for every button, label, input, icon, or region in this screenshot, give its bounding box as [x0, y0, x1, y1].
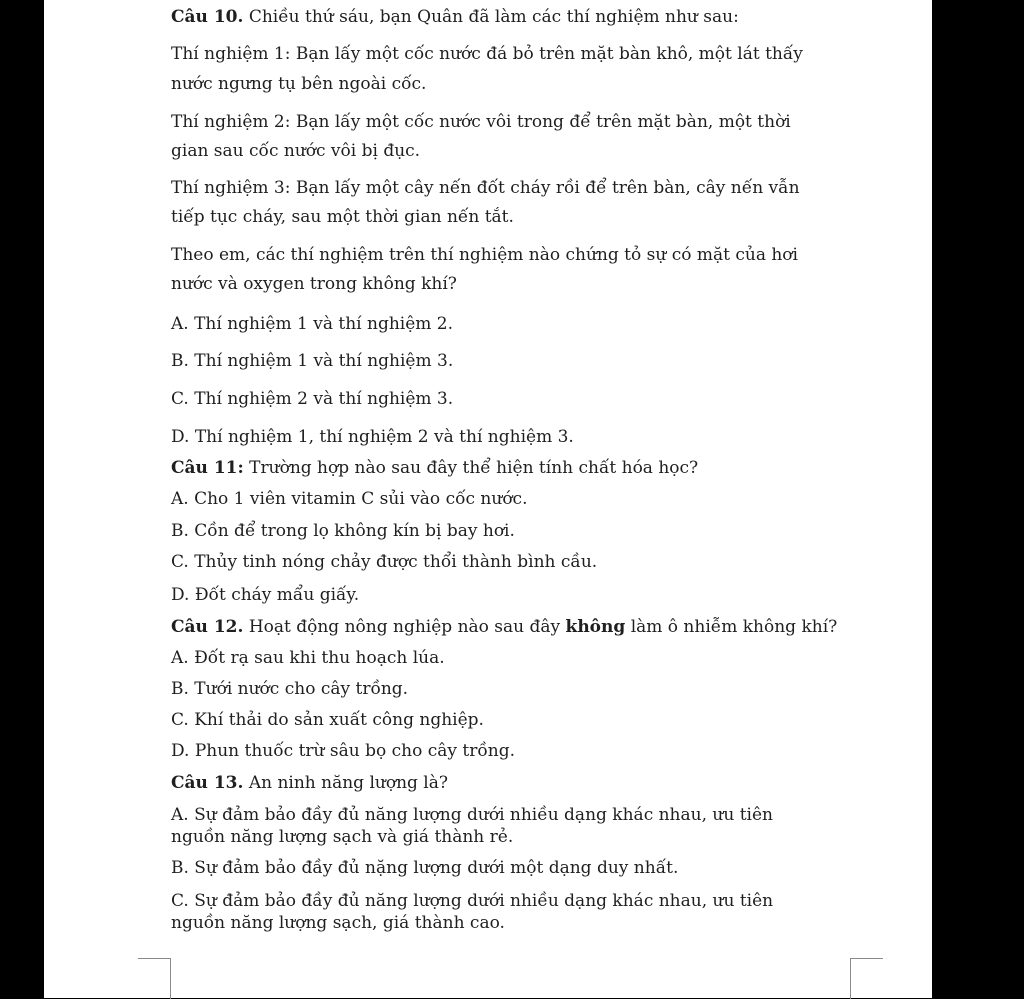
q12-option-b: B. Tưới nước cho cây trồng.: [171, 679, 409, 699]
document-page: [44, 0, 932, 998]
q11-question: Trường hợp nào sau đây thể hiện tính chất hóa học?: [249, 458, 699, 478]
q11-option-a: A. Cho 1 viên vitamin C sủi vào cốc nước.: [171, 489, 528, 509]
q11-option-d: D. Đốt cháy mẩu giấy.: [171, 585, 360, 605]
q10-question-line2: nước và oxygen trong không khí?: [171, 274, 457, 294]
q10-question-line1: Theo em, các thí nghiệm trên thí nghiệm nào chứng tỏ sự có mặt của hơi: [171, 245, 798, 265]
page-corner-mark-right: [850, 958, 883, 999]
q11-question-line: [171, 457, 698, 479]
q10-exp2-line2: gian sau cốc nước vôi bị đục.: [171, 141, 421, 161]
q11-label: Câu 11:: [171, 458, 244, 478]
q13-option-c-line1: C. Sự đảm bảo đầy đủ năng lượng dưới nhiều dạng khác nhau, ưu tiên: [171, 891, 774, 911]
q10-exp2-line1: Thí nghiệm 2: Bạn lấy một cốc nước vôi trong để trên mặt bàn, một thời: [171, 112, 791, 132]
q12-question-after: làm ô nhiễm không khí?: [630, 617, 838, 637]
q12-label: Câu 12.: [171, 617, 244, 637]
q12-question-bold: không: [565, 617, 626, 637]
q10-exp3-line1: Thí nghiệm 3: Bạn lấy một cây nến đốt cháy rồi để trên bàn, cây nến vẫn: [171, 178, 800, 198]
q10-exp3-line2: tiếp tục cháy, sau một thời gian nến tắt.: [171, 207, 514, 227]
q10-label: Câu 10.: [171, 7, 244, 27]
q10-intro: Chiều thứ sáu, bạn Quân đã làm các thí nghiệm như sau:: [248, 7, 739, 27]
q13-label: Câu 13.: [171, 773, 244, 793]
q13-question: An ninh năng lượng là?: [248, 773, 448, 793]
q12-question-before: Hoạt động nông nghiệp nào sau đây: [248, 617, 561, 637]
q10-option-a: A. Thí nghiệm 1 và thí nghiệm 2.: [171, 314, 454, 334]
q10-option-b: B. Thí nghiệm 1 và thí nghiệm 3.: [171, 351, 454, 371]
q12-question-line: [171, 616, 837, 638]
q10-intro-line: [171, 6, 739, 28]
q10-option-d: D. Thí nghiệm 1, thí nghiệm 2 và thí nghiệm 3.: [171, 427, 574, 447]
q12-option-a: A. Đốt rạ sau khi thu hoạch lúa.: [171, 648, 445, 668]
q10-option-c: C. Thí nghiệm 2 và thí nghiệm 3.: [171, 389, 454, 409]
q12-option-d: D. Phun thuốc trừ sâu bọ cho cây trồng.: [171, 741, 515, 761]
q13-option-b: B. Sự đảm bảo đầy đủ nặng lượng dưới một dạng duy nhất.: [171, 858, 679, 878]
q13-option-a-line1: A. Sự đảm bảo đầy đủ năng lượng dưới nhiều dạng khác nhau, ưu tiên: [171, 805, 773, 825]
q10-exp1-line2: nước ngưng tụ bên ngoài cốc.: [171, 74, 427, 94]
page-corner-mark-left: [138, 958, 171, 999]
q11-option-c: C. Thủy tinh nóng chảy được thổi thành bình cầu.: [171, 552, 598, 572]
q13-option-a-line2: nguồn năng lượng sạch và giá thành rẻ.: [171, 827, 514, 847]
q12-option-c: C. Khí thải do sản xuất công nghiệp.: [171, 710, 484, 730]
q10-exp1-line1: Thí nghiệm 1: Bạn lấy một cốc nước đá bỏ trên mặt bàn khô, một lát thấy: [171, 44, 803, 64]
q13-option-c-line2: nguồn năng lượng sạch, giá thành cao.: [171, 913, 505, 933]
q11-option-b: B. Cồn để trong lọ không kín bị bay hơi.: [171, 521, 515, 541]
q13-question-line: [171, 772, 448, 794]
